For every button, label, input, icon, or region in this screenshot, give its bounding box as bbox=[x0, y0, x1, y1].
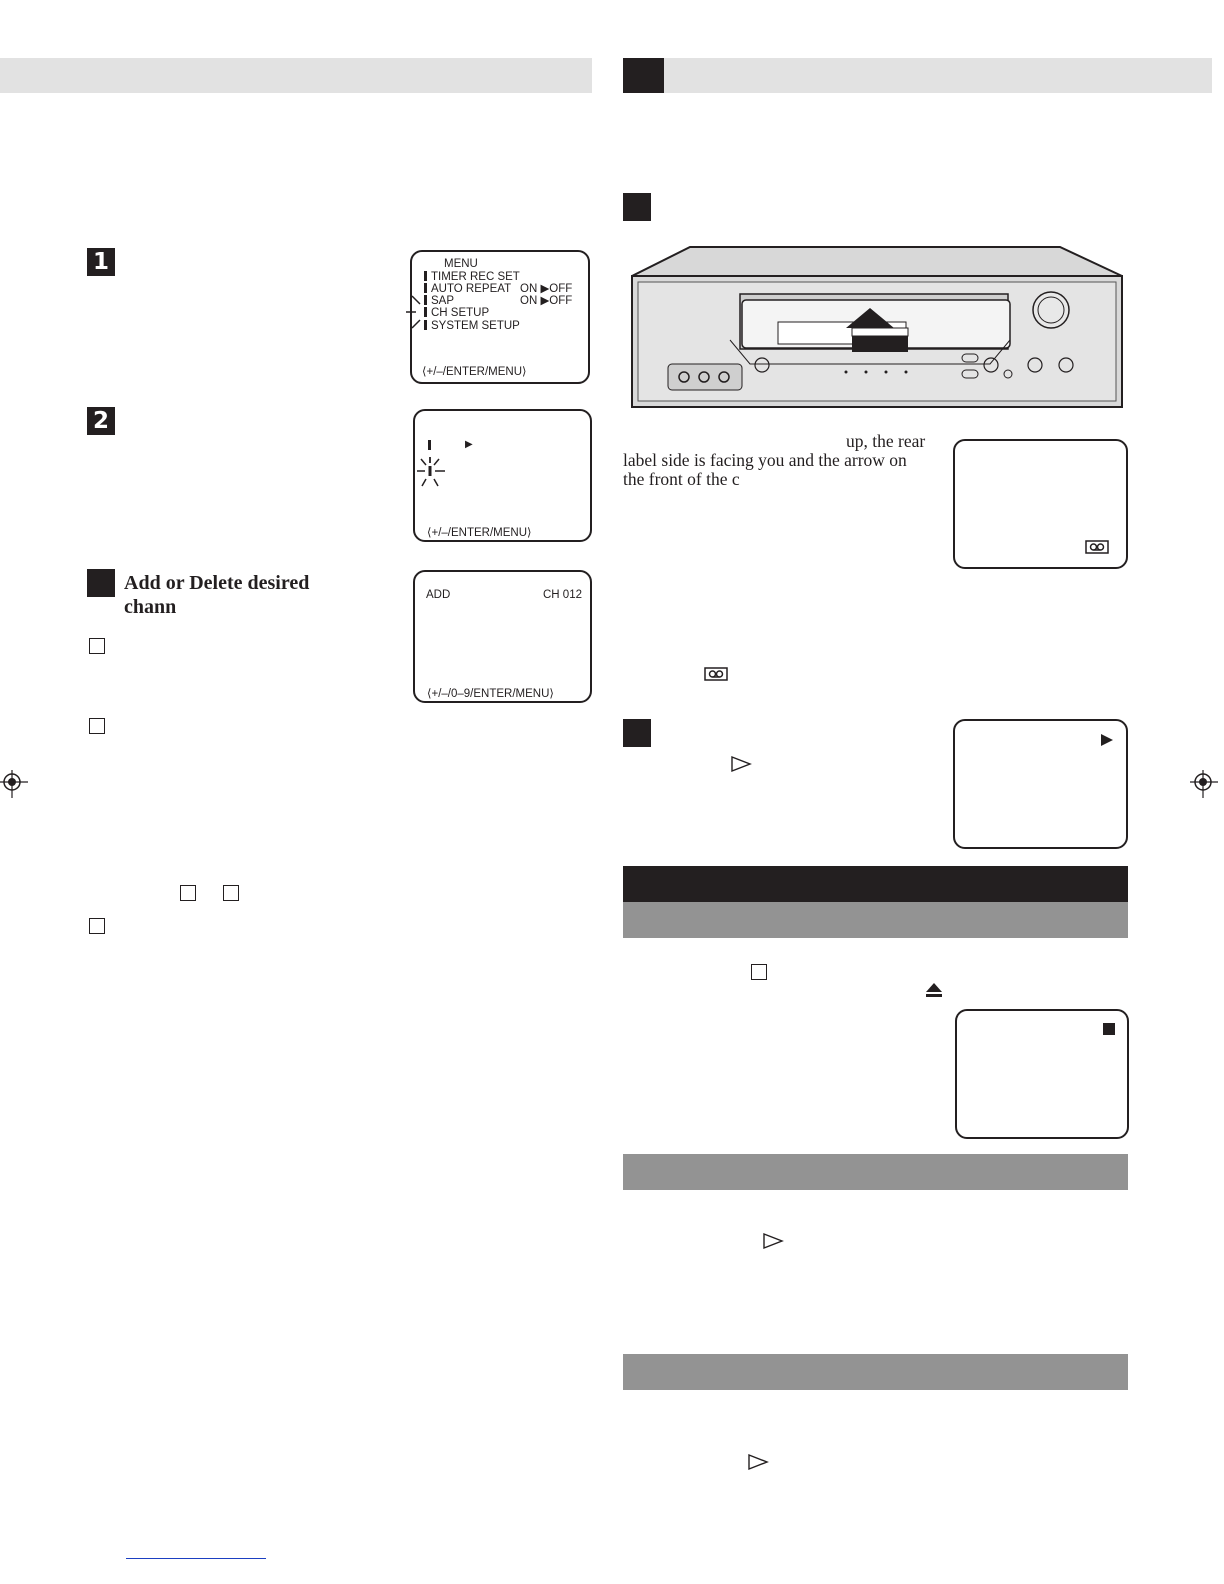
inline-box-2 bbox=[223, 885, 239, 901]
cursor-bar bbox=[428, 440, 431, 450]
section-gray-band-1 bbox=[623, 902, 1128, 938]
add-channel-footer: ⟨+/–/0–9/ENTER/MENU⟩ bbox=[427, 688, 554, 700]
menu-screen bbox=[410, 250, 590, 384]
menu-footer: ⟨+/–/ENTER/MENU⟩ bbox=[422, 366, 527, 378]
ch-setup-footer: ⟨+/–/ENTER/MENU⟩ bbox=[427, 527, 532, 539]
insert-text-line2: label side is facing you and the arrow on bbox=[623, 450, 907, 470]
menu-item-timer-rec-set: TIMER REC SET bbox=[424, 271, 520, 284]
cassette-icon bbox=[1085, 540, 1109, 554]
menu-item-auto-repeat: AUTO REPEAT bbox=[424, 283, 511, 296]
right-header-band bbox=[664, 58, 1212, 93]
cassette-screen bbox=[953, 439, 1128, 569]
section-gray-band-2 bbox=[623, 1154, 1128, 1190]
menu-item-ch-setup: CH SETUP bbox=[424, 307, 489, 320]
insert-text-line1: up, the rear bbox=[846, 431, 926, 451]
blink-indicator-icon bbox=[406, 290, 434, 330]
add-mode-label: ADD bbox=[426, 589, 451, 601]
insert-text-line3: the front of the c bbox=[623, 469, 740, 489]
play-icon bbox=[1100, 733, 1114, 747]
registration-mark-icon bbox=[0, 770, 30, 800]
sap-option: ON ▶OFF bbox=[520, 295, 573, 307]
stop-screen bbox=[955, 1009, 1129, 1139]
step-3-heading-line1: Add or Delete desired bbox=[124, 572, 310, 594]
play-outline-icon bbox=[747, 1453, 769, 1471]
menu-item-sap: SAP bbox=[424, 295, 454, 308]
sub-step-box-a bbox=[89, 638, 105, 654]
step-1-badge: 1 bbox=[87, 248, 115, 276]
footer-link-underline bbox=[126, 1558, 266, 1559]
play-step-badge bbox=[623, 719, 651, 747]
add-channel-screen bbox=[413, 570, 592, 703]
vcr-illustration bbox=[630, 244, 1124, 410]
step-3-heading-line2: chann bbox=[124, 596, 177, 618]
cassette-icon bbox=[704, 667, 728, 681]
menu-title: MENU bbox=[444, 258, 478, 270]
play-screen bbox=[953, 719, 1128, 849]
blink-indicator-icon bbox=[417, 453, 449, 489]
eject-icon bbox=[925, 982, 943, 998]
registration-mark-icon bbox=[1188, 770, 1218, 800]
channel-number: CH 012 bbox=[543, 589, 582, 601]
menu-item-system-setup: SYSTEM SETUP bbox=[424, 320, 520, 333]
insert-step-badge bbox=[623, 193, 651, 221]
ch-setup-screen bbox=[413, 409, 592, 542]
section-gray-band-3 bbox=[623, 1354, 1128, 1390]
step-3-badge bbox=[87, 569, 115, 597]
step-2-badge: 2 bbox=[87, 407, 115, 435]
left-header-band bbox=[0, 58, 592, 93]
stop-button-box bbox=[751, 964, 767, 980]
inline-box-1 bbox=[180, 885, 196, 901]
sub-step-box-c bbox=[89, 918, 105, 934]
sub-step-box-b bbox=[89, 718, 105, 734]
play-outline-icon bbox=[762, 1232, 784, 1250]
section-dark-band bbox=[623, 866, 1128, 902]
right-section-badge bbox=[623, 58, 664, 93]
cursor-arrow-icon: ▶ bbox=[465, 439, 473, 450]
play-outline-icon bbox=[730, 755, 752, 773]
stop-icon bbox=[1103, 1023, 1115, 1035]
auto-repeat-option: ON ▶OFF bbox=[520, 283, 573, 295]
